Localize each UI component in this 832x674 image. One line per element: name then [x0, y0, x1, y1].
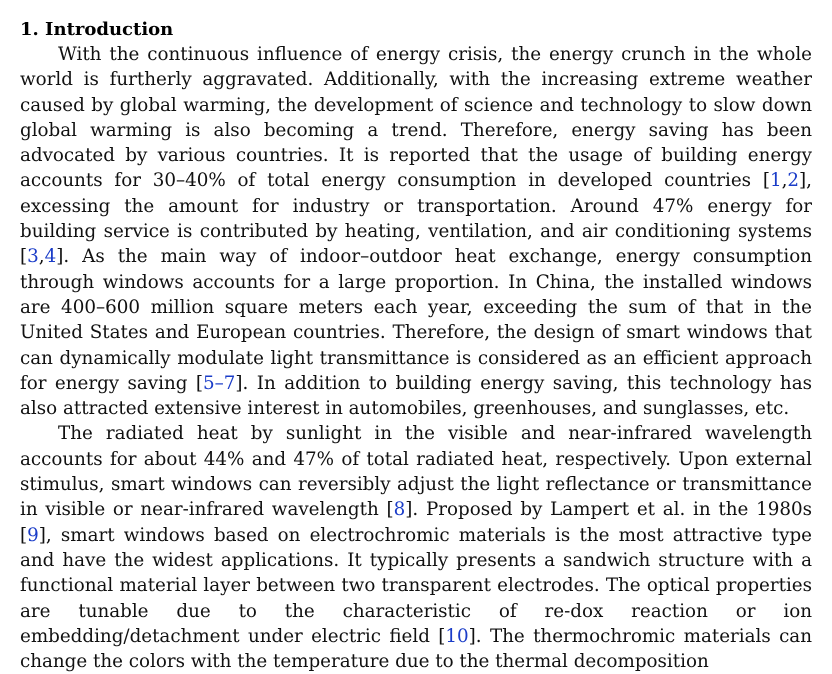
text-run: ]. In addition to building energy saving, this technology has also attracted extensive interest in automobiles, greenhouses, and sunglasses, etc.: [20, 372, 812, 420]
text-run: The radiated heat by sunlight in the visible and near-infrared wavelength accounts for about 44% and 47% of total radiated heat, respectively. Upon external stimulus, smart windows can reversibly adjust the light reflectance or transmittance in visible or near-infrared wavelength [: [20, 423, 812, 521]
text-run: ], excessing the amount for industry or transportation. Around 47% energy for building service is contributed by heating, ventilation, and air conditioning systems [: [20, 170, 812, 268]
paragraph-2: [20, 421, 812, 674]
citation-link[interactable]: 5–7: [203, 372, 236, 394]
text-run: ,: [38, 246, 45, 268]
citation-link[interactable]: 3: [27, 246, 39, 268]
paragraph-1: [20, 42, 812, 421]
citation-link[interactable]: 4: [44, 246, 57, 268]
text-run: ]. As the main way of indoor–outdoor heat exchange, energy consumption through windows accounts for a large proportion. In China, the installed windows are 400–600 million square meters each year, exceeding the sum of that in the United States and European countries. Therefore, the design of smart windows that can dynamically modulate light transmittance is considered as an efficient approach for energy saving [: [20, 246, 812, 394]
citation-link[interactable]: 10: [445, 625, 469, 647]
text-run: ]. Proposed by Lampert et al. in the 1980s [: [20, 499, 812, 546]
citation-link[interactable]: 2: [787, 170, 800, 192]
citation-link[interactable]: 1: [769, 170, 782, 192]
citation-link[interactable]: 9: [27, 524, 39, 546]
section-heading: 1. Introduction: [20, 19, 174, 40]
text-run: ]. The thermochromic materials can change the colors with the temperature due to the thermal decomposition: [20, 625, 812, 673]
text-run: ], smart windows based on electrochromic materials is the most attractive type and have the widest applications. It typically presents a sandwich structure with a functional material layer between two transparent electrodes. The optical properties are tunable due to the characteristic of re-dox reaction or ion embedding/detachment under electric field [: [20, 524, 812, 647]
text-run: With the continuous influence of energy crisis, the energy crunch in the whole world is furtherly aggravated. Additionally, with the increasing extreme weather caused by global warming, the development of science and technology to slow down global warming is also becoming a trend. Therefore, energy saving has been advocated by various countries. It is reported that the usage of building energy accounts for 30–40% of total energy consumption in developed countries [: [20, 44, 812, 192]
text-run: ,: [781, 170, 788, 192]
citation-link[interactable]: 8: [393, 499, 406, 521]
